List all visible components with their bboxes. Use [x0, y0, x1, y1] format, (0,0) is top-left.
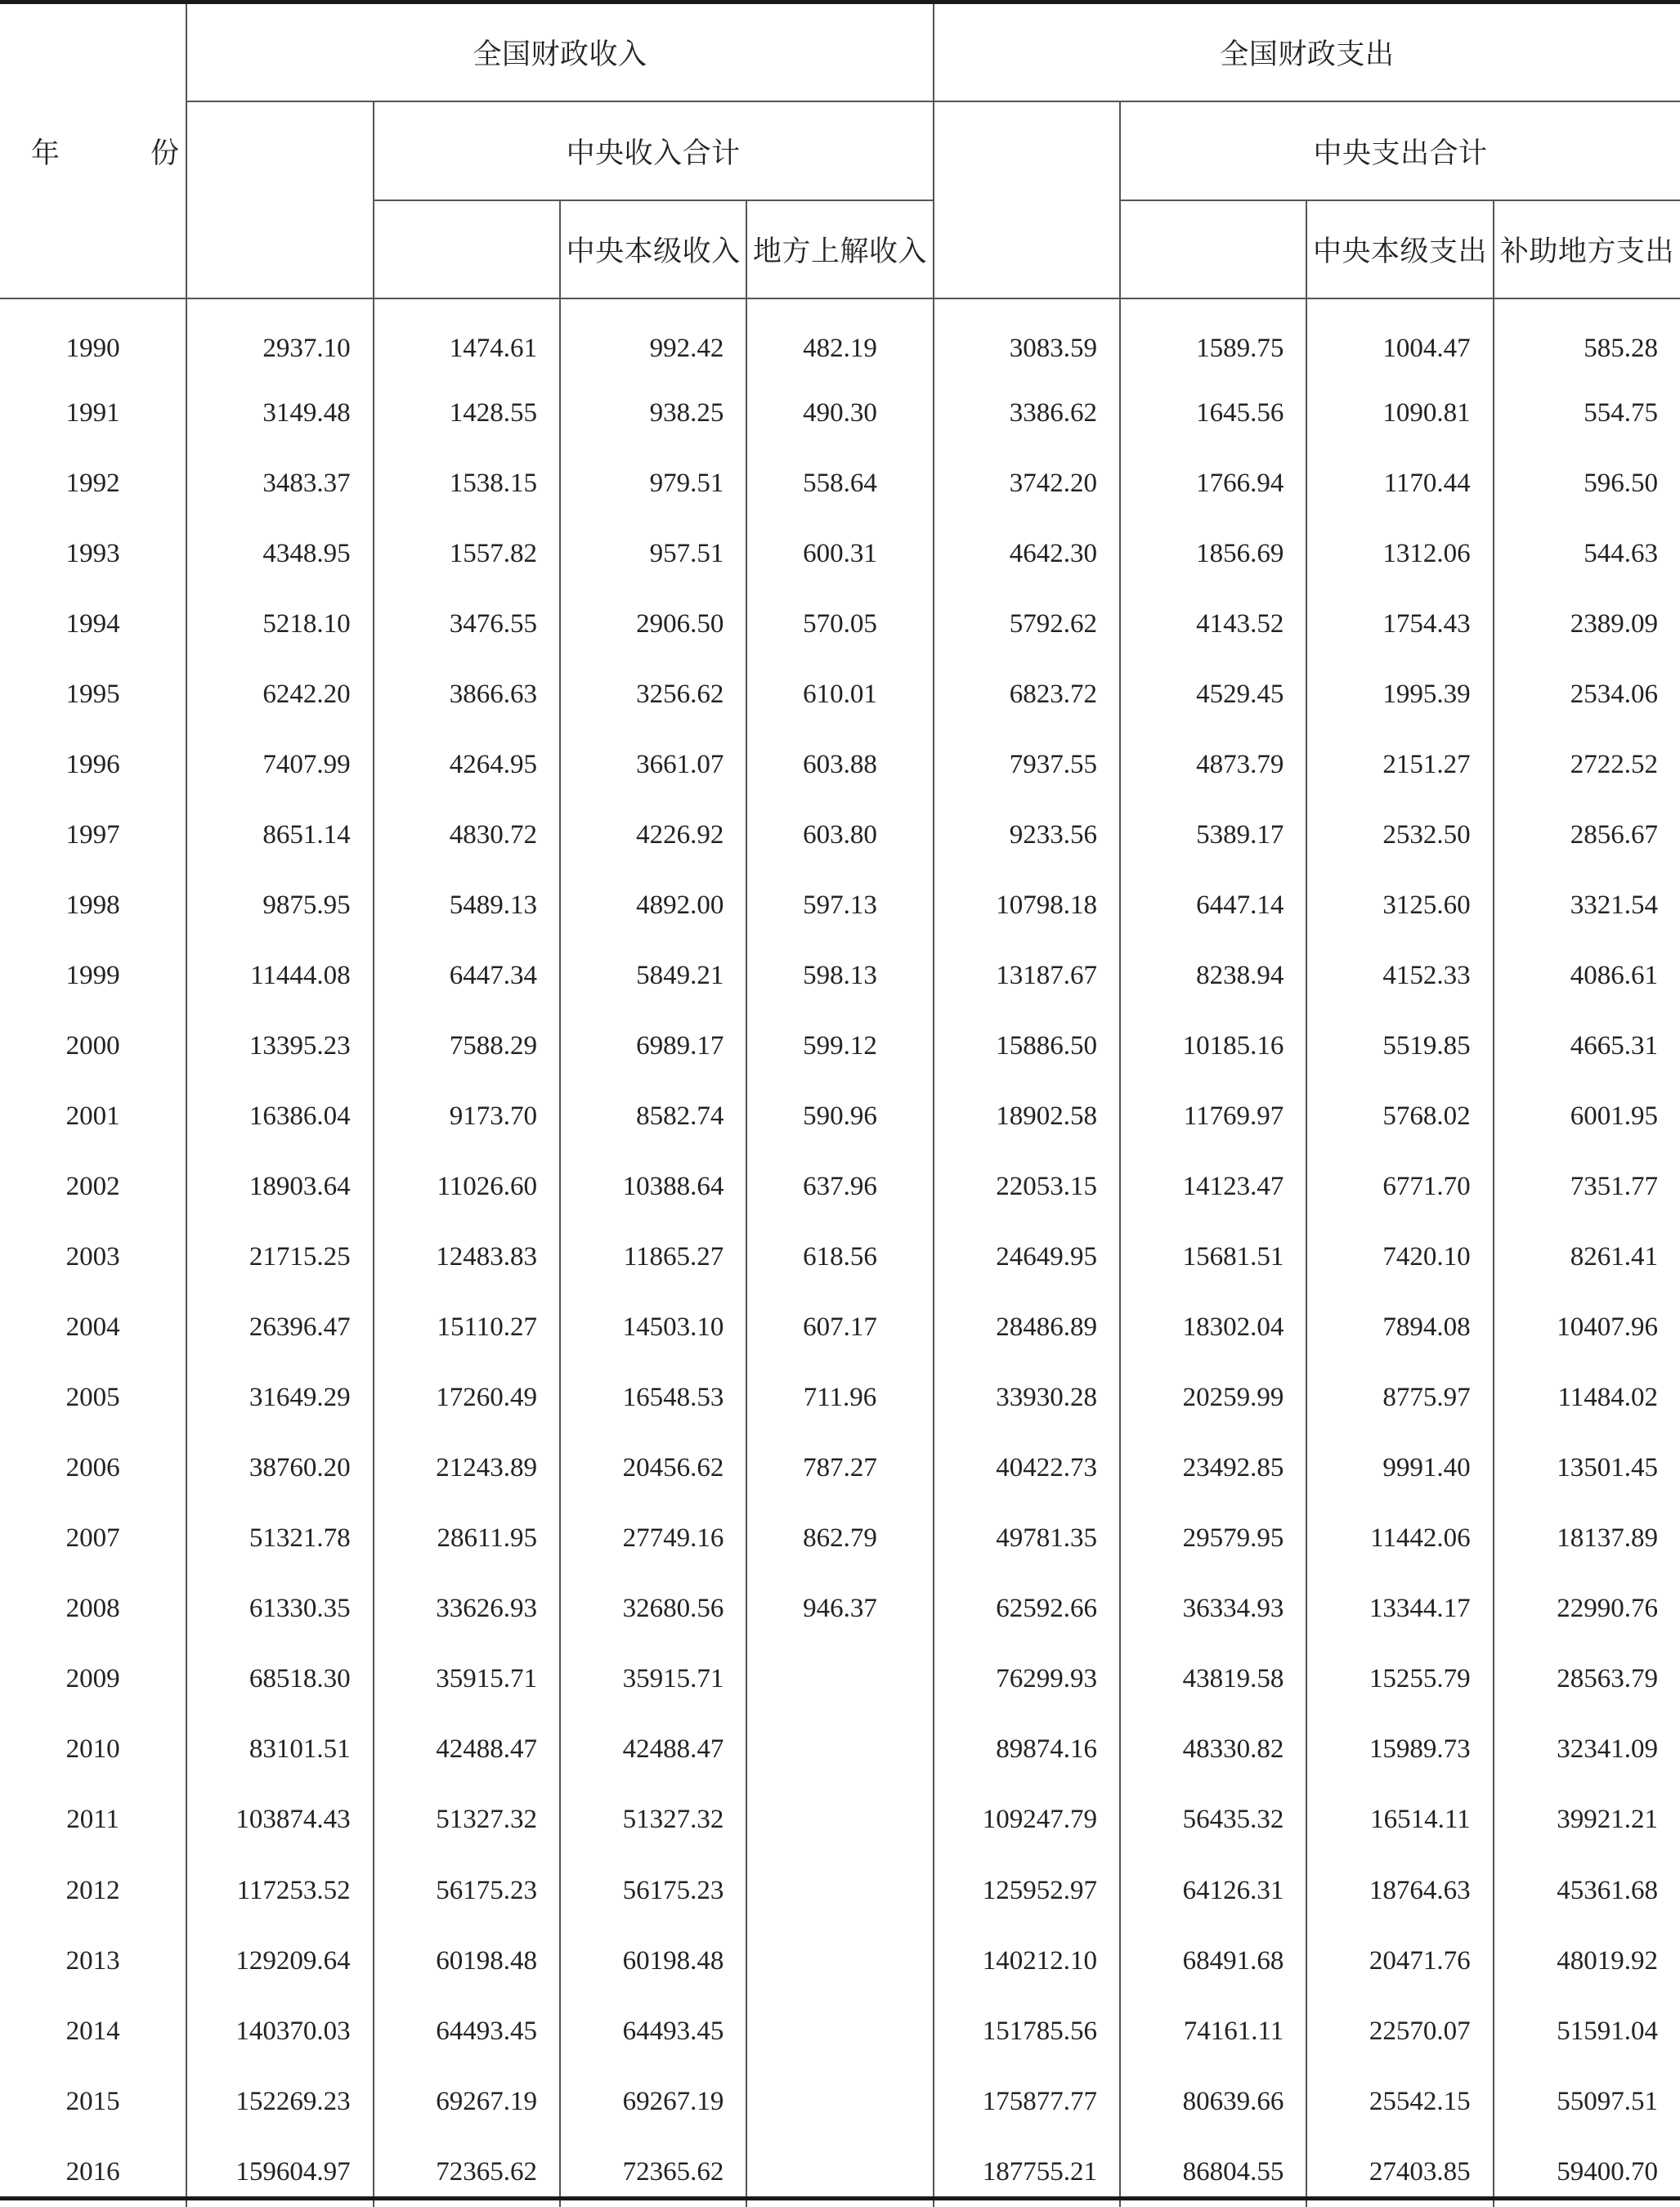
cell-expenditure-central-own: 20471.76	[1306, 1926, 1493, 1996]
cell-expenditure-central-own: 1754.43	[1306, 589, 1493, 659]
cell-revenue-total: 16386.04	[186, 1081, 373, 1151]
cell-revenue-local-remit: 598.13	[746, 940, 933, 1011]
cell-year: 1994	[65, 608, 120, 639]
cell-expenditure-central-own: 1004.47	[1306, 298, 1493, 378]
cell-revenue-local-remit: 599.12	[746, 1011, 933, 1081]
cell-year: 2002	[65, 1172, 120, 1202]
cell-revenue-central-total: 72365.62	[374, 2137, 560, 2207]
cell-expenditure-local-subsidy: 59400.70	[1494, 2137, 1680, 2207]
cell-year: 2009	[65, 1664, 120, 1694]
cell-expenditure-central-total: 20259.99	[1120, 1363, 1306, 1433]
cell-expenditure-central-own: 6771.70	[1306, 1152, 1493, 1222]
header-expenditure-group: 全国财政支出	[934, 4, 1680, 101]
header-expenditure-central-total: 中央支出合计	[1120, 101, 1680, 200]
cell-expenditure-total: 18902.58	[934, 1081, 1120, 1151]
cell-expenditure-central-total: 6447.14	[1120, 870, 1306, 940]
table-row	[0, 1644, 1680, 1715]
table-row	[0, 298, 1680, 378]
cell-expenditure-total: 109247.79	[934, 1785, 1120, 1855]
table-row	[0, 940, 1680, 1011]
cell-year: 2015	[65, 2086, 120, 2116]
cell-year: 2005	[65, 1383, 120, 1413]
cell-expenditure-central-own: 11442.06	[1306, 1504, 1493, 1574]
cell-expenditure-central-total: 74161.11	[1120, 1996, 1306, 2066]
cell-expenditure-total: 76299.93	[934, 1644, 1120, 1715]
cell-year: 2003	[65, 1242, 120, 1272]
cell-revenue-local-remit: 637.96	[746, 1152, 933, 1222]
cell-expenditure-local-subsidy: 51591.04	[1494, 1996, 1680, 2066]
cell-expenditure-total: 151785.56	[934, 1996, 1120, 2066]
cell-revenue-total: 68518.30	[186, 1644, 373, 1715]
cell-revenue-local-remit	[746, 1855, 933, 1926]
cell-revenue-central-total: 12483.83	[374, 1222, 560, 1293]
cell-expenditure-central-total: 11769.97	[1120, 1081, 1306, 1151]
cell-expenditure-total: 22053.15	[934, 1152, 1120, 1222]
cell-revenue-central-total: 69267.19	[374, 2066, 560, 2137]
cell-expenditure-local-subsidy: 2856.67	[1494, 800, 1680, 870]
table-row	[0, 1222, 1680, 1293]
cell-expenditure-total: 89874.16	[934, 1715, 1120, 1785]
cell-expenditure-central-total: 64126.31	[1120, 1855, 1306, 1926]
cell-revenue-total: 31649.29	[186, 1363, 373, 1433]
cell-revenue-central-own: 11865.27	[560, 1222, 746, 1293]
cell-expenditure-total: 49781.35	[934, 1504, 1120, 1574]
cell-year: 2004	[65, 1312, 120, 1343]
cell-revenue-total: 18903.64	[186, 1152, 373, 1222]
cell-year: 1991	[65, 397, 120, 428]
table-row	[0, 1081, 1680, 1151]
cell-revenue-central-own: 27749.16	[560, 1504, 746, 1574]
cell-expenditure-local-subsidy: 596.50	[1494, 448, 1680, 518]
cell-expenditure-central-own: 7420.10	[1306, 1222, 1493, 1293]
table-row	[0, 448, 1680, 518]
cell-expenditure-central-total: 23492.85	[1120, 1433, 1306, 1504]
cell-revenue-local-remit: 603.88	[746, 729, 933, 800]
cell-expenditure-local-subsidy: 48019.92	[1494, 1926, 1680, 1996]
cell-revenue-total: 21715.25	[186, 1222, 373, 1293]
cell-expenditure-central-total: 43819.58	[1120, 1644, 1306, 1715]
cell-expenditure-central-own: 16514.11	[1306, 1785, 1493, 1855]
cell-revenue-central-total: 28611.95	[374, 1504, 560, 1574]
cell-expenditure-local-subsidy: 22990.76	[1494, 1574, 1680, 1644]
bottom-rule	[0, 2196, 1680, 2200]
cell-year: 2001	[65, 1101, 120, 1131]
cell-revenue-total: 5218.10	[186, 589, 373, 659]
cell-revenue-local-remit: 787.27	[746, 1433, 933, 1504]
header-revenue-group: 全国财政收入	[186, 4, 933, 101]
cell-revenue-central-own: 69267.19	[560, 2066, 746, 2137]
cell-expenditure-central-own: 15989.73	[1306, 1715, 1493, 1785]
cell-expenditure-central-own: 5519.85	[1306, 1011, 1493, 1081]
cell-expenditure-local-subsidy: 11484.02	[1494, 1363, 1680, 1433]
cell-expenditure-local-subsidy: 55097.51	[1494, 2066, 1680, 2137]
header-expenditure-local-subsidy: 补助地方支出	[1494, 200, 1680, 298]
cell-expenditure-local-subsidy: 39921.21	[1494, 1785, 1680, 1855]
header-expenditure-total-blank	[934, 101, 1120, 298]
cell-expenditure-total: 24649.95	[934, 1222, 1120, 1293]
cell-expenditure-central-total: 48330.82	[1120, 1715, 1306, 1785]
cell-year: 2011	[66, 1805, 120, 1835]
cell-revenue-local-remit: 711.96	[746, 1363, 933, 1433]
cell-expenditure-central-total: 14123.47	[1120, 1152, 1306, 1222]
cell-expenditure-total: 13187.67	[934, 940, 1120, 1011]
table-body	[0, 298, 1680, 2207]
cell-revenue-central-own: 14503.10	[560, 1293, 746, 1363]
cell-revenue-local-remit: 597.13	[746, 870, 933, 940]
header-revenue-central-own: 中央本级收入	[560, 200, 746, 298]
cell-expenditure-central-own: 2151.27	[1306, 729, 1493, 800]
table-row	[0, 2066, 1680, 2137]
cell-revenue-local-remit: 607.17	[746, 1293, 933, 1363]
cell-revenue-central-own: 2906.50	[560, 589, 746, 659]
cell-expenditure-total: 5792.62	[934, 589, 1120, 659]
cell-expenditure-central-own: 4152.33	[1306, 940, 1493, 1011]
cell-expenditure-total: 6823.72	[934, 659, 1120, 729]
cell-revenue-central-own: 3256.62	[560, 659, 746, 729]
cell-expenditure-local-subsidy: 4086.61	[1494, 940, 1680, 1011]
cell-revenue-total: 7407.99	[186, 729, 373, 800]
cell-revenue-local-remit	[746, 1785, 933, 1855]
cell-expenditure-central-total: 18302.04	[1120, 1293, 1306, 1363]
cell-expenditure-total: 10798.18	[934, 870, 1120, 940]
cell-revenue-total: 83101.51	[186, 1715, 373, 1785]
cell-revenue-total: 3149.48	[186, 378, 373, 448]
cell-revenue-total: 6242.20	[186, 659, 373, 729]
cell-revenue-central-total: 9173.70	[374, 1081, 560, 1151]
cell-revenue-central-own: 20456.62	[560, 1433, 746, 1504]
cell-revenue-central-total: 6447.34	[374, 940, 560, 1011]
table-row	[0, 1504, 1680, 1574]
cell-expenditure-local-subsidy: 13501.45	[1494, 1433, 1680, 1504]
cell-expenditure-total: 175877.77	[934, 2066, 1120, 2137]
cell-year: 2016	[65, 2156, 120, 2187]
table-row	[0, 870, 1680, 940]
cell-expenditure-total: 140212.10	[934, 1926, 1120, 1996]
cell-expenditure-central-total: 10185.16	[1120, 1011, 1306, 1081]
cell-expenditure-total: 62592.66	[934, 1574, 1120, 1644]
cell-expenditure-local-subsidy: 585.28	[1494, 298, 1680, 378]
cell-expenditure-local-subsidy: 7351.77	[1494, 1152, 1680, 1222]
cell-expenditure-central-own: 1090.81	[1306, 378, 1493, 448]
cell-year: 2012	[65, 1875, 120, 1905]
cell-year: 2010	[65, 1734, 120, 1765]
cell-expenditure-central-total: 1766.94	[1120, 448, 1306, 518]
table-row	[0, 589, 1680, 659]
cell-revenue-central-total: 42488.47	[374, 1715, 560, 1785]
cell-expenditure-total: 3386.62	[934, 378, 1120, 448]
cell-expenditure-local-subsidy: 28563.79	[1494, 1644, 1680, 1715]
cell-year: 2007	[65, 1523, 120, 1554]
cell-revenue-central-own: 938.25	[560, 378, 746, 448]
cell-revenue-central-total: 64493.45	[374, 1996, 560, 2066]
cell-revenue-central-own: 957.51	[560, 518, 746, 589]
cell-year: 1990	[65, 333, 120, 363]
header-revenue-central-total-blank	[374, 200, 560, 298]
cell-year: 2014	[65, 2016, 120, 2046]
cell-expenditure-central-total: 29579.95	[1120, 1504, 1306, 1574]
cell-year: 1996	[65, 749, 120, 779]
cell-expenditure-total: 3083.59	[934, 298, 1120, 378]
cell-revenue-local-remit: 482.19	[746, 298, 933, 378]
cell-expenditure-total: 28486.89	[934, 1293, 1120, 1363]
cell-revenue-local-remit: 490.30	[746, 378, 933, 448]
cell-expenditure-total: 3742.20	[934, 448, 1120, 518]
cell-year: 2013	[65, 1945, 120, 1976]
cell-revenue-central-total: 15110.27	[374, 1293, 560, 1363]
cell-expenditure-central-total: 15681.51	[1120, 1222, 1306, 1293]
cell-revenue-central-total: 35915.71	[374, 1644, 560, 1715]
cell-year: 1992	[65, 468, 120, 498]
cell-revenue-central-own: 10388.64	[560, 1152, 746, 1222]
cell-revenue-central-total: 3866.63	[374, 659, 560, 729]
table-row	[0, 1363, 1680, 1433]
cell-expenditure-total: 9233.56	[934, 800, 1120, 870]
cell-revenue-central-total: 60198.48	[374, 1926, 560, 1996]
cell-expenditure-central-own: 7894.08	[1306, 1293, 1493, 1363]
cell-revenue-central-total: 21243.89	[374, 1433, 560, 1504]
cell-expenditure-central-own: 27403.85	[1306, 2137, 1493, 2207]
fiscal-revenue-expenditure-table	[0, 4, 1680, 2207]
cell-revenue-central-total: 7588.29	[374, 1011, 560, 1081]
cell-revenue-local-remit: 862.79	[746, 1504, 933, 1574]
cell-revenue-total: 4348.95	[186, 518, 373, 589]
cell-expenditure-local-subsidy: 6001.95	[1494, 1081, 1680, 1151]
cell-revenue-total: 61330.35	[186, 1574, 373, 1644]
cell-expenditure-central-total: 4873.79	[1120, 729, 1306, 800]
header-expenditure-central-own: 中央本级支出	[1306, 200, 1493, 298]
cell-year: 1995	[65, 679, 120, 709]
cell-revenue-local-remit	[746, 1926, 933, 1996]
cell-expenditure-central-own: 22570.07	[1306, 1996, 1493, 2066]
cell-revenue-central-total: 17260.49	[374, 1363, 560, 1433]
cell-year: 1993	[65, 538, 120, 568]
cell-revenue-central-own: 992.42	[560, 298, 746, 378]
cell-revenue-central-total: 1538.15	[374, 448, 560, 518]
cell-expenditure-central-total: 36334.93	[1120, 1574, 1306, 1644]
cell-expenditure-central-total: 1856.69	[1120, 518, 1306, 589]
table-row	[0, 1926, 1680, 1996]
cell-expenditure-local-subsidy: 2534.06	[1494, 659, 1680, 729]
table-header	[0, 4, 1680, 298]
cell-expenditure-central-total: 56435.32	[1120, 1785, 1306, 1855]
cell-expenditure-total: 125952.97	[934, 1855, 1120, 1926]
cell-expenditure-central-own: 5768.02	[1306, 1081, 1493, 1151]
cell-expenditure-central-total: 1645.56	[1120, 378, 1306, 448]
cell-year: 2008	[65, 1594, 120, 1624]
cell-revenue-local-remit	[746, 1996, 933, 2066]
cell-revenue-central-total: 4264.95	[374, 729, 560, 800]
cell-expenditure-central-own: 3125.60	[1306, 870, 1493, 940]
cell-revenue-total: 51321.78	[186, 1504, 373, 1574]
cell-expenditure-central-own: 25542.15	[1306, 2066, 1493, 2137]
cell-expenditure-central-total: 1589.75	[1120, 298, 1306, 378]
cell-year: 1997	[65, 819, 120, 850]
cell-expenditure-local-subsidy: 8261.41	[1494, 1222, 1680, 1293]
cell-revenue-central-own: 16548.53	[560, 1363, 746, 1433]
cell-expenditure-local-subsidy: 2389.09	[1494, 589, 1680, 659]
cell-expenditure-central-total: 86804.55	[1120, 2137, 1306, 2207]
cell-expenditure-central-total: 8238.94	[1120, 940, 1306, 1011]
cell-revenue-total: 8651.14	[186, 800, 373, 870]
table-row	[0, 1855, 1680, 1926]
cell-revenue-central-own: 56175.23	[560, 1855, 746, 1926]
cell-revenue-total: 129209.64	[186, 1926, 373, 1996]
cell-revenue-local-remit: 610.01	[746, 659, 933, 729]
table-row	[0, 800, 1680, 870]
table-row	[0, 1715, 1680, 1785]
cell-revenue-central-total: 4830.72	[374, 800, 560, 870]
cell-expenditure-central-own: 15255.79	[1306, 1644, 1493, 1715]
cell-expenditure-local-subsidy: 2722.52	[1494, 729, 1680, 800]
cell-revenue-central-total: 1557.82	[374, 518, 560, 589]
table-row	[0, 518, 1680, 589]
cell-expenditure-central-total: 4143.52	[1120, 589, 1306, 659]
cell-year: 1998	[65, 890, 120, 920]
cell-expenditure-central-own: 9991.40	[1306, 1433, 1493, 1504]
cell-revenue-local-remit	[746, 1644, 933, 1715]
cell-revenue-central-own: 4892.00	[560, 870, 746, 940]
cell-revenue-central-own: 51327.32	[560, 1785, 746, 1855]
cell-revenue-local-remit	[746, 1715, 933, 1785]
table-row	[0, 1433, 1680, 1504]
cell-revenue-total: 13395.23	[186, 1011, 373, 1081]
cell-revenue-central-own: 3661.07	[560, 729, 746, 800]
cell-expenditure-central-own: 13344.17	[1306, 1574, 1493, 1644]
table-row	[0, 1574, 1680, 1644]
cell-revenue-central-own: 60198.48	[560, 1926, 746, 1996]
cell-revenue-central-own: 72365.62	[560, 2137, 746, 2207]
cell-revenue-local-remit: 590.96	[746, 1081, 933, 1151]
cell-revenue-local-remit: 618.56	[746, 1222, 933, 1293]
cell-revenue-local-remit: 600.31	[746, 518, 933, 589]
cell-expenditure-central-total: 80639.66	[1120, 2066, 1306, 2137]
cell-expenditure-central-own: 2532.50	[1306, 800, 1493, 870]
cell-revenue-central-total: 5489.13	[374, 870, 560, 940]
cell-expenditure-local-subsidy: 32341.09	[1494, 1715, 1680, 1785]
cell-expenditure-local-subsidy: 4665.31	[1494, 1011, 1680, 1081]
cell-revenue-central-own: 42488.47	[560, 1715, 746, 1785]
cell-revenue-local-remit: 570.05	[746, 589, 933, 659]
cell-year: 1999	[65, 960, 120, 990]
cell-revenue-central-own: 4226.92	[560, 800, 746, 870]
cell-revenue-central-total: 56175.23	[374, 1855, 560, 1926]
cell-revenue-total: 11444.08	[186, 940, 373, 1011]
cell-expenditure-central-own: 1312.06	[1306, 518, 1493, 589]
cell-revenue-local-remit: 946.37	[746, 1574, 933, 1644]
table-row	[0, 1293, 1680, 1363]
cell-revenue-central-total: 33626.93	[374, 1574, 560, 1644]
cell-expenditure-central-own: 1995.39	[1306, 659, 1493, 729]
cell-expenditure-central-own: 1170.44	[1306, 448, 1493, 518]
cell-revenue-central-own: 32680.56	[560, 1574, 746, 1644]
cell-expenditure-total: 4642.30	[934, 518, 1120, 589]
cell-revenue-total: 103874.43	[186, 1785, 373, 1855]
cell-expenditure-total: 7937.55	[934, 729, 1120, 800]
cell-revenue-central-own: 64493.45	[560, 1996, 746, 2066]
table-row	[0, 1996, 1680, 2066]
cell-revenue-central-total: 51327.32	[374, 1785, 560, 1855]
cell-expenditure-total: 187755.21	[934, 2137, 1120, 2207]
cell-revenue-total: 140370.03	[186, 1996, 373, 2066]
cell-revenue-central-own: 6989.17	[560, 1011, 746, 1081]
cell-revenue-central-total: 3476.55	[374, 589, 560, 659]
cell-expenditure-central-total: 4529.45	[1120, 659, 1306, 729]
cell-expenditure-central-own: 18764.63	[1306, 1855, 1493, 1926]
header-revenue-local-remit: 地方上解收入	[746, 200, 933, 298]
cell-revenue-local-remit	[746, 2066, 933, 2137]
cell-year: 2000	[65, 1030, 120, 1061]
cell-revenue-central-own: 35915.71	[560, 1644, 746, 1715]
cell-revenue-central-total: 1428.55	[374, 378, 560, 448]
cell-revenue-total: 117253.52	[186, 1855, 373, 1926]
cell-expenditure-central-own: 8775.97	[1306, 1363, 1493, 1433]
cell-expenditure-local-subsidy: 45361.68	[1494, 1855, 1680, 1926]
header-year: 年 份	[0, 4, 186, 298]
cell-revenue-total: 26396.47	[186, 1293, 373, 1363]
cell-expenditure-total: 33930.28	[934, 1363, 1120, 1433]
cell-revenue-local-remit: 558.64	[746, 448, 933, 518]
cell-expenditure-central-total: 5389.17	[1120, 800, 1306, 870]
cell-revenue-central-own: 979.51	[560, 448, 746, 518]
cell-expenditure-local-subsidy: 554.75	[1494, 378, 1680, 448]
cell-revenue-central-total: 11026.60	[374, 1152, 560, 1222]
cell-expenditure-local-subsidy: 18137.89	[1494, 1504, 1680, 1574]
cell-revenue-total: 159604.97	[186, 2137, 373, 2207]
table-row	[0, 1152, 1680, 1222]
cell-revenue-central-own: 8582.74	[560, 1081, 746, 1151]
cell-revenue-central-own: 5849.21	[560, 940, 746, 1011]
table-row	[0, 1785, 1680, 1855]
cell-expenditure-total: 40422.73	[934, 1433, 1120, 1504]
cell-expenditure-local-subsidy: 3321.54	[1494, 870, 1680, 940]
header-expenditure-central-total-blank	[1120, 200, 1306, 298]
cell-expenditure-local-subsidy: 544.63	[1494, 518, 1680, 589]
table-row	[0, 1011, 1680, 1081]
cell-revenue-central-total: 1474.61	[374, 298, 560, 378]
cell-revenue-local-remit: 603.80	[746, 800, 933, 870]
cell-revenue-total: 3483.37	[186, 448, 373, 518]
table-row	[0, 659, 1680, 729]
cell-revenue-total: 38760.20	[186, 1433, 373, 1504]
header-revenue-total-blank	[186, 101, 373, 298]
cell-revenue-total: 2937.10	[186, 298, 373, 378]
cell-revenue-total: 9875.95	[186, 870, 373, 940]
cell-expenditure-central-total: 68491.68	[1120, 1926, 1306, 1996]
table-row	[0, 378, 1680, 448]
cell-expenditure-local-subsidy: 10407.96	[1494, 1293, 1680, 1363]
cell-revenue-total: 152269.23	[186, 2066, 373, 2137]
cell-expenditure-total: 15886.50	[934, 1011, 1120, 1081]
header-revenue-central-total: 中央收入合计	[374, 101, 934, 200]
table-row	[0, 729, 1680, 800]
cell-year: 2006	[65, 1453, 120, 1483]
